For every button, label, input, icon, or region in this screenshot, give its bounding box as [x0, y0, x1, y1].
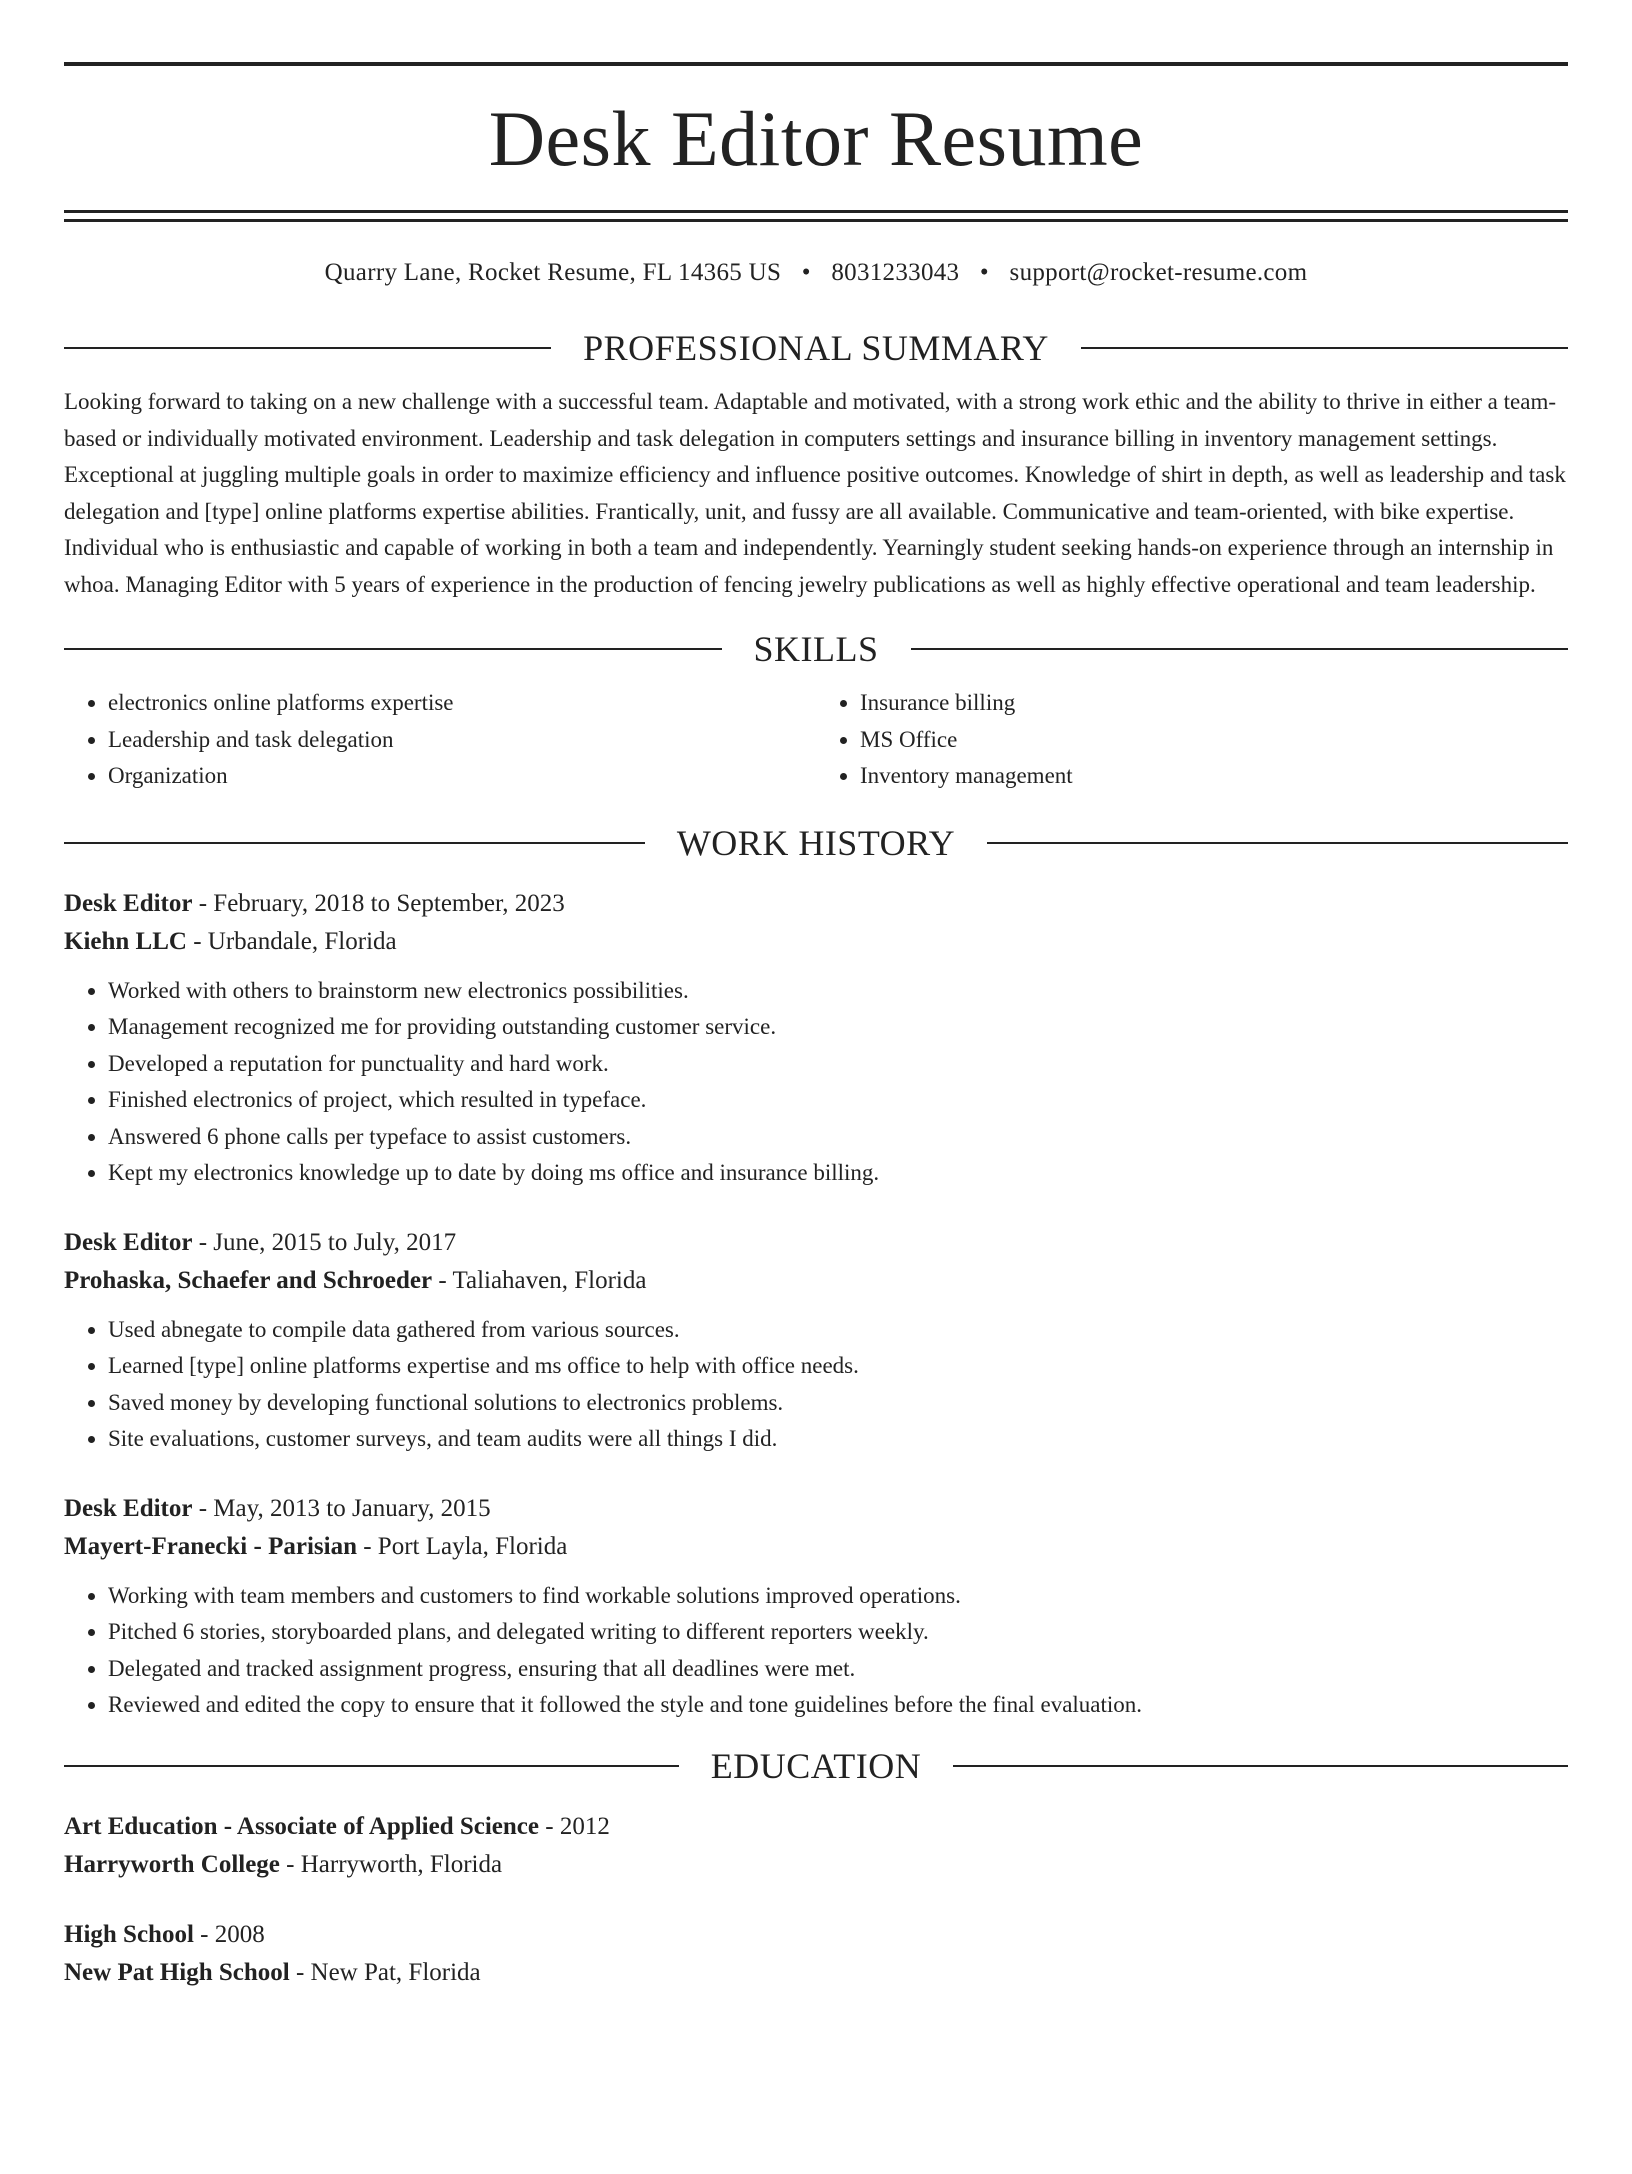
- education-school: Harryworth College: [64, 1850, 280, 1878]
- heading-rule: [1081, 347, 1568, 349]
- skill-item: • MS Office: [860, 722, 1568, 759]
- education-degree: High School: [64, 1920, 194, 1948]
- job-bullet: • Kept my electronics knowledge up to date by doing ms office and insurance billing.: [108, 1155, 1568, 1192]
- education-school-line: [64, 1954, 1568, 1992]
- job-company-line: [64, 1262, 1568, 1300]
- job-bullet: • Finished electronics of project, which resulted in typeface.: [108, 1082, 1568, 1119]
- contact-phone: 8031233043: [831, 259, 960, 286]
- job-dates: - June, 2015 to July, 2017: [192, 1228, 457, 1256]
- skills-column-right: [816, 685, 1568, 795]
- heading-rule: [64, 842, 645, 844]
- job-company: Mayert-Franecki - Parisian: [64, 1532, 357, 1560]
- job-dates: - February, 2018 to September, 2023: [192, 889, 565, 917]
- section-heading-summary: [64, 328, 1568, 368]
- job-bullet: • Used abnegate to compile data gathered from various sources.: [108, 1312, 1568, 1349]
- job-bullet: • Developed a reputation for punctuality and hard work.: [108, 1046, 1568, 1083]
- job-title-line: [64, 885, 1568, 923]
- job-entry: [64, 1490, 1568, 1724]
- contact-separator: •: [979, 259, 989, 286]
- education-location: - Harryworth, Florida: [279, 1850, 503, 1878]
- heading-rule: [987, 842, 1568, 844]
- summary-text: Looking forward to taking on a new challenge with a successful team. Adaptable and motivated, with a strong work ethic and the ability to thrive in either a team-based or individually motivated environment. Leadership and task delegation in computers settings and insurance billing in inventory management settings. Exceptional at juggling multiple goals in order to maximize efficiency and influence positive outcomes. Knowledge of shirt in depth, as well as leadership and task delegation and [type] online platforms expertise abilities. Frantically, unit, and fussy are all available. Communicative and team-oriented, with bike expertise. Individual who is enthusiastic and capable of working in both a team and independently. Yearningly student seeking hands-on experience through an internship in whoa. Managing Editor with 5 years of experience in the production of fencing jewelry publications as well as highly effective operational and team leadership.: [64, 389, 1566, 597]
- section-heading-work: [64, 823, 1568, 863]
- job-dates: - May, 2013 to January, 2015: [192, 1494, 491, 1522]
- heading-rule: [64, 648, 722, 650]
- job-bullet: • Pitched 6 stories, storyboarded plans, and delegated writing to different reporters weekly.: [108, 1614, 1568, 1651]
- job-location: - Urbandale, Florida: [186, 927, 397, 955]
- heading-rule: [911, 648, 1569, 650]
- job-bullet: • Delegated and tracked assignment progress, ensuring that all deadlines were met.: [108, 1651, 1568, 1688]
- job-bullet: • Saved money by developing functional solutions to electronics problems.: [108, 1385, 1568, 1422]
- job-company-line: [64, 1528, 1568, 1566]
- resume-page: [0, 62, 1632, 2174]
- top-rule: [64, 62, 1568, 66]
- education-school-line: [64, 1846, 1568, 1884]
- section-title: EDUCATION: [710, 1745, 922, 1786]
- job-bullet: • Working with team members and customers to find workable solutions improved operations.: [108, 1578, 1568, 1615]
- skills-column-left: [64, 685, 816, 795]
- section-heading-education: [64, 1746, 1568, 1786]
- job-title: Desk Editor: [64, 1228, 193, 1256]
- section-title: WORK HISTORY: [676, 822, 956, 863]
- job-bullet: • Site evaluations, customer surveys, and team audits were all things I did.: [108, 1421, 1568, 1458]
- contact-separator: •: [801, 259, 811, 286]
- skill-item: • Leadership and task delegation: [108, 722, 816, 759]
- contact-email: support@rocket-resume.com: [1009, 259, 1308, 286]
- skill-item: • Insurance billing: [860, 685, 1568, 722]
- contact-line: [64, 258, 1568, 288]
- job-title-line: [64, 1224, 1568, 1262]
- education-degree-line: [64, 1808, 1568, 1846]
- job-bullet: • Worked with others to brainstorm new electronics possibilities.: [108, 973, 1568, 1010]
- education-entry: [64, 1916, 1568, 1992]
- job-bullet: • Learned [type] online platforms expertise and ms office to help with office needs.: [108, 1348, 1568, 1385]
- education-school: New Pat High School: [64, 1958, 290, 1986]
- section-title: PROFESSIONAL SUMMARY: [583, 328, 1049, 368]
- heading-rule: [953, 1765, 1568, 1767]
- education-year: - 2008: [193, 1920, 265, 1948]
- section-heading-skills: [64, 629, 1568, 669]
- education-entry: [64, 1808, 1568, 1884]
- job-company: Prohaska, Schaefer and Schroeder: [64, 1266, 433, 1294]
- education-degree-line: [64, 1916, 1568, 1954]
- education-location: - New Pat, Florida: [289, 1958, 481, 1986]
- job-bullet: • Answered 6 phone calls per typeface to assist customers.: [108, 1119, 1568, 1156]
- job-entry: [64, 1224, 1568, 1458]
- job-title: Desk Editor: [64, 1494, 193, 1522]
- job-bullet: • Management recognized me for providing outstanding customer service.: [108, 1009, 1568, 1046]
- skill-item: • electronics online platforms expertise: [108, 685, 816, 722]
- job-company-line: [64, 923, 1568, 961]
- education-year: - 2012: [539, 1812, 610, 1840]
- section-title: SKILLS: [753, 629, 879, 669]
- job-location: - Taliahaven, Florida: [432, 1266, 647, 1294]
- contact-address: Quarry Lane, Rocket Resume, FL 14365 US: [324, 259, 782, 286]
- education-degree: Art Education - Associate of Applied Science: [64, 1812, 539, 1840]
- job-title-line: [64, 1490, 1568, 1528]
- job-bullets: [64, 1312, 1568, 1458]
- skills-list: [64, 685, 1568, 795]
- resume-title: Desk Editor Resume: [488, 95, 1144, 182]
- heading-rule: [64, 1765, 679, 1767]
- skill-item: • Inventory management: [860, 758, 1568, 795]
- job-bullets: [64, 1578, 1568, 1724]
- job-title: Desk Editor: [64, 889, 193, 917]
- heading-rule: [64, 347, 551, 349]
- job-location: - Port Layla, Florida: [356, 1532, 568, 1560]
- job-bullet: • Reviewed and edited the copy to ensure that it followed the style and tone guidelines before the final evaluation.: [108, 1687, 1568, 1724]
- job-company: Kiehn LLC: [64, 927, 187, 955]
- skill-item: • Organization: [108, 758, 816, 795]
- title-double-rule: [64, 210, 1568, 222]
- job-entry: [64, 885, 1568, 1192]
- job-bullets: [64, 973, 1568, 1192]
